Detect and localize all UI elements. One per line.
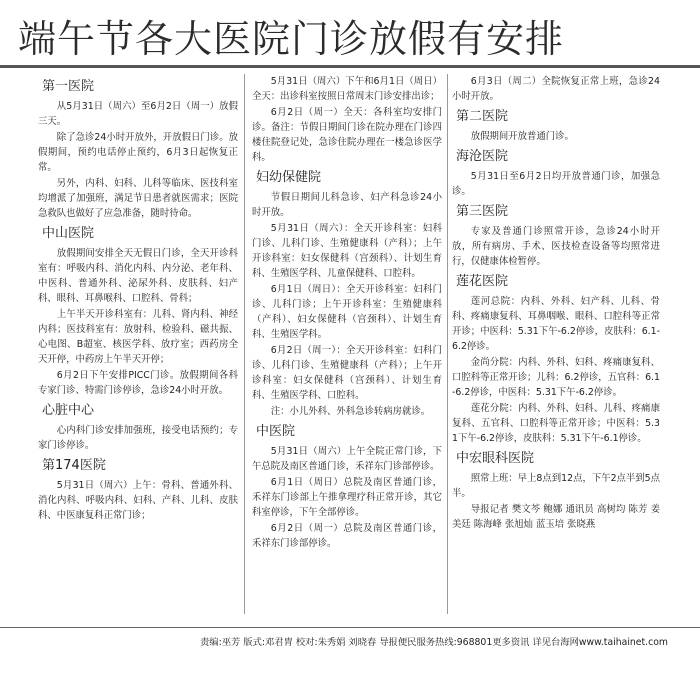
section-heading: 妇幼保健院	[256, 170, 322, 185]
paragraph: 放假期间安排全天无假日门诊，全天开诊科室有：呼吸内科、消化内科、内分泌、老年科、中医科、普通外科、泌尿外科、皮肤科、妇产科、眼科、耳鼻喉科、口腔科、骨科；	[38, 248, 238, 304]
paragraph: 6月1日（周日）总院及南区普通门诊，禾祥东门诊部上午推拿理疗科正常开诊，其它科室停诊，下午全部停诊。	[252, 477, 442, 518]
section-heading: 海沧医院	[456, 149, 509, 164]
paragraph: 5月31日至6月2日均开放普通门诊，加强急诊。	[452, 171, 660, 197]
paragraph: 5月31日（周六）上午全院正常门诊，下午总院及南区普通门诊，禾祥东门诊部停诊。	[252, 446, 442, 472]
paragraph: 金尚分院：内科、外科、妇科、疼痛康复科、口腔科等正常开诊；儿科：6.2停诊，五官科：6.1-6.2停诊，中医科：5.31下午-6.2停诊。	[452, 357, 660, 398]
section-heading: 中宏眼科医院	[456, 451, 535, 466]
section-heading: 第二医院	[456, 109, 509, 124]
section-heading: 中医院	[256, 424, 296, 439]
paragraph: 6月2日（周一）全天：各科室均安排门诊。备注：节假日期间门诊在院办理在门诊四楼住院登记处，急诊住院办理在一楼急诊医学科。	[252, 107, 442, 163]
paragraph: 注：小儿外科、外科急诊转病房就诊。	[270, 406, 431, 417]
paragraph: 5月31日（周六）：全天开诊科室：妇科门诊、儿科门诊、生殖健康科（产科）；上午开诊科室：妇女保健科（宫颈科）、计划生育科、生殖医学科、儿童保健科、口腔科。	[252, 223, 442, 279]
paragraph: 从5月31日（周六）至6月2日（周一）放假三天。	[38, 101, 238, 127]
column-divider	[447, 74, 448, 614]
paragraph: 心内科门诊安排加强班，接受电话预约；专家门诊停诊。	[38, 425, 238, 451]
section-heading: 中山医院	[42, 226, 95, 241]
paragraph: 5月31日（周六）上午：骨科、普通外科、消化内科、呼吸内科、妇科、产科、儿科、皮肤科、中医康复科正常门诊；	[38, 480, 238, 521]
column-3	[452, 74, 660, 533]
section-heading: 莲花医院	[456, 274, 509, 289]
section-heading: 第三医院	[456, 204, 509, 219]
section-heading: 第一医院	[42, 79, 95, 94]
paragraph: 专家及普通门诊照常开诊，急诊24小时开放，所有病房、手术、医技检查设备等均照常进行，仅健康体检暂停。	[452, 226, 660, 267]
paragraph: 照常上班：早上8点到12点，下午2点半到5点半。	[452, 473, 660, 499]
page-title: 端午节各大医院门诊放假有安排	[18, 17, 565, 61]
section-heading: 第174医院	[42, 458, 106, 473]
paragraph: 节假日期间儿科急诊、妇产科急诊24小时开放。	[252, 192, 442, 218]
paragraph: 6月2日（周一）总院及南区普通门诊，禾祥东门诊部停诊。	[252, 523, 442, 549]
paragraph: 5月31日（周六）下午和6月1日（周日）全天：出诊科室按照日常周末门诊安排出诊；	[252, 76, 442, 102]
column-1	[38, 74, 238, 524]
paragraph: 除了急诊24小时开放外，开放假日门诊。放假期间，预约电话停止预约，6月3日起恢复正常。	[38, 132, 238, 173]
column-2	[252, 74, 442, 552]
paragraph: 莲花分院：内科、外科、妇科、儿科、疼痛康复科、五官科、口腔科等正常开诊；中医科：5.31下午-6.2停诊，皮肤科：5.31下午-6.1停诊。	[452, 403, 660, 444]
column-divider	[244, 74, 245, 614]
paragraph: 6月2日（周一）：全天开诊科室：妇科门诊、儿科门诊、生殖健康科（产科）；上午开诊科室：妇女保健科（宫颈科）、计划生育科、生殖医学科、口腔科。	[252, 345, 442, 401]
footer-credits: 责编:巫芳 版式:邓君胄 校对:朱秀娟 刘晓春 导报便民服务热线:968801更多资讯 详见台海网www.taihainet.com	[200, 637, 668, 648]
paragraph: 6月2日下午安排PICC门诊。放假期间各科专家门诊、特需门诊停诊，急诊24小时开放。	[38, 370, 238, 396]
paragraph: 6月3日（周二）全院恢复正常上班，急诊24小时开放。	[452, 76, 660, 102]
title-rule	[0, 65, 700, 68]
paragraph: 放假期间开放普通门诊。	[470, 131, 574, 142]
paragraph: 上午半天开诊科室有：儿科、肾内科、神经内科；医技科室有：放射科、检验科、磁共振、心电图、B超室、核医学科、放疗室；西药房全天开停，中药房上午半天开停；	[38, 309, 238, 365]
paragraph: 6月1日（周日）：全天开诊科室：妇科门诊、儿科门诊；上午开诊科室：生殖健康科（产科）、妇女保健科（宫颈科）、计划生育科、生殖医学科。	[252, 284, 442, 340]
byline: 导报记者 樊文芩 鲍娜 通讯员 高树均 陈芳 姜美廷 陈海峰 张旭灿 蓝玉培 张晓燕	[452, 504, 660, 530]
footer-rule	[0, 627, 700, 628]
section-heading: 心脏中心	[42, 403, 95, 418]
paragraph: 莲河总院：内科、外科、妇产科、儿科、骨科、疼痛康复科、耳鼻咽喉、眼科、口腔科等正常开诊；中医科：5.31下午-6.2停诊，皮肤科：6.1-6.2停诊。	[452, 296, 660, 352]
paragraph: 另外，内科、妇科、儿科等临床、医技科室均增派了加强班，满足节日患者就医需求；医院急救队也做好了应急准备，随时待命。	[38, 178, 238, 219]
